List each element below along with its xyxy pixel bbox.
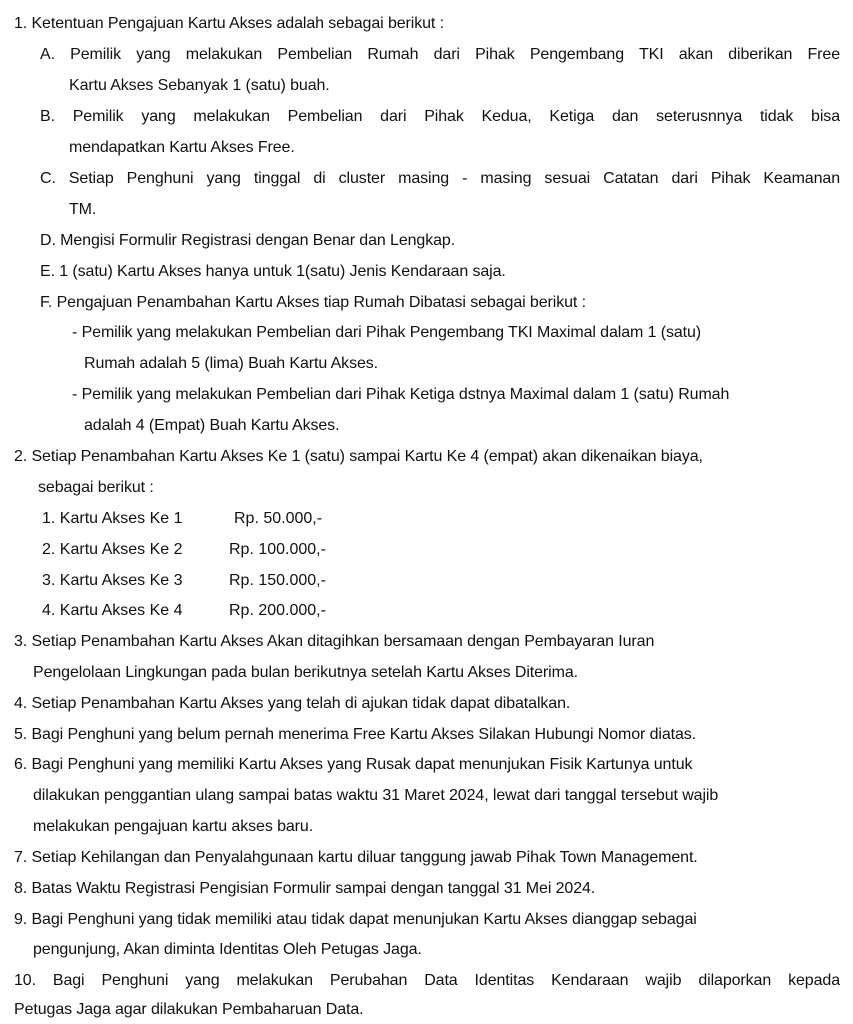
fee-amount-1: Rp. 50.000,-: [234, 510, 323, 527]
item-7: 7. Setiap Kehilangan dan Penyalahgunaan kartu diluar tanggung jawab Pihak Town Management.: [14, 849, 698, 866]
item-1f: F. Pengajuan Penambahan Kartu Akses tiap Rumah Dibatasi sebagai berikut :: [40, 294, 586, 311]
item-6-line-2: dilakukan penggantian ulang sampai batas waktu 31 Maret 2024, lewat dari tanggal tersebut wajib: [33, 787, 719, 804]
item-1b-line-1: B. Pemilik yang melakukan Pembelian dari Pihak Kedua, Ketiga dan seterusnnya tidak bisa: [40, 108, 840, 125]
item-1a-line-1: A. Pemilik yang melakukan Pembelian Rumah dari Pihak Pengembang TKI akan diberikan Free: [40, 46, 840, 63]
fee-label-1: 1. Kartu Akses Ke 1: [42, 510, 183, 527]
item-1f-bullet-1-line-1: - Pemilik yang melakukan Pembelian dari Pihak Pengembang TKI Maximal dalam 1 (satu): [72, 324, 702, 341]
item-10-line-2: Petugas Jaga agar dilakukan Pembaharuan Data.: [14, 1001, 364, 1018]
item-1-heading: 1. Ketentuan Pengajuan Kartu Akses adalah sebagai berikut :: [14, 15, 444, 32]
item-4: 4. Setiap Penambahan Kartu Akses yang telah di ajukan tidak dapat dibatalkan.: [14, 695, 571, 712]
item-9-line-2: pengunjung, Akan diminta Identitas Oleh Petugas Jaga.: [33, 941, 422, 958]
item-10-line-1: 10. Bagi Penghuni yang melakukan Perubahan Data Identitas Kendaraan wajib dilaporkan kepada: [14, 972, 840, 989]
item-1d: D. Mengisi Formulir Registrasi dengan Benar dan Lengkap.: [40, 232, 456, 249]
item-9-line-1: 9. Bagi Penghuni yang tidak memiliki atau tidak dapat menunjukan Kartu Akses dianggap sebagai: [14, 911, 697, 928]
item-1c-line-1: C. Setiap Penghuni yang tinggal di cluster masing - masing sesuai Catatan dari Pihak Keamanan: [40, 170, 840, 187]
fee-label-3: 3. Kartu Akses Ke 3: [42, 572, 183, 589]
item-2-line-2: sebagai berikut :: [38, 479, 154, 496]
fee-label-2: 2. Kartu Akses Ke 2: [42, 541, 183, 558]
item-1c-line-2: TM.: [69, 201, 97, 218]
item-1a-line-2: Kartu Akses Sebanyak 1 (satu) buah.: [69, 77, 330, 94]
item-6-line-3: melakukan pengajuan kartu akses baru.: [33, 818, 314, 835]
item-3-line-2: Pengelolaan Lingkungan pada bulan berikutnya setelah Kartu Akses Diterima.: [33, 664, 578, 681]
item-8: 8. Batas Waktu Registrasi Pengisian Formulir sampai dengan tanggal 31 Mei 2024.: [14, 880, 596, 897]
item-6-line-1: 6. Bagi Penghuni yang memiliki Kartu Akses yang Rusak dapat menunjukan Fisik Kartunya untuk: [14, 756, 693, 773]
item-3-line-1: 3. Setiap Penambahan Kartu Akses Akan ditagihkan bersamaan dengan Pembayaran Iuran: [14, 633, 655, 650]
fee-amount-4: Rp. 200.000,-: [229, 602, 326, 619]
fee-label-4: 4. Kartu Akses Ke 4: [42, 602, 183, 619]
item-1f-bullet-2-line-1: - Pemilik yang melakukan Pembelian dari Pihak Ketiga dstnya Maximal dalam 1 (satu) Rumah: [72, 386, 730, 403]
item-1f-bullet-2-line-2: adalah 4 (Empat) Buah Kartu Akses.: [84, 417, 340, 434]
item-1f-bullet-1-line-2: Rumah adalah 5 (lima) Buah Kartu Akses.: [84, 355, 379, 372]
fee-amount-2: Rp. 100.000,-: [229, 541, 326, 558]
fee-amount-3: Rp. 150.000,-: [229, 572, 326, 589]
item-1b-line-2: mendapatkan Kartu Akses Free.: [69, 139, 295, 156]
item-2-line-1: 2. Setiap Penambahan Kartu Akses Ke 1 (satu) sampai Kartu Ke 4 (empat) akan dikenaikan biaya,: [14, 448, 703, 465]
item-5: 5. Bagi Penghuni yang belum pernah menerima Free Kartu Akses Silakan Hubungi Nomor diatas.: [14, 726, 697, 743]
item-1e: E. 1 (satu) Kartu Akses hanya untuk 1(satu) Jenis Kendaraan saja.: [40, 263, 506, 280]
